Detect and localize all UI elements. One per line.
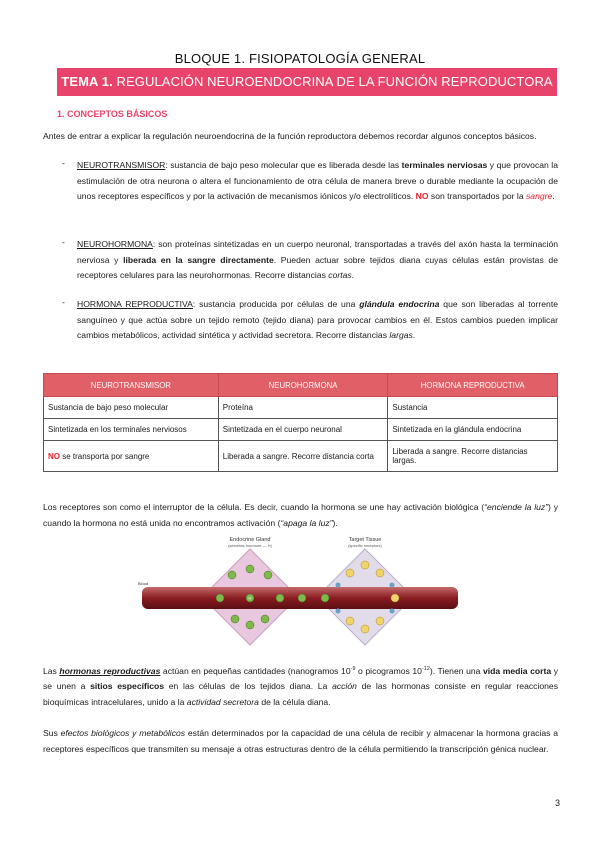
table-cell: Sustancia	[388, 397, 558, 419]
table-header-cell: HORMONA REPRODUCTIVA	[388, 374, 558, 397]
bullet-dash: -	[62, 297, 65, 307]
table-cell: Proteína	[218, 397, 388, 419]
page-number: 3	[554, 798, 560, 808]
topic-title: REGULACIÓN NEUROENDOCRINA DE LA FUNCIÓN REPRODUCTORA	[116, 74, 553, 89]
bullet-dash: -	[62, 237, 65, 247]
blood-label: Blood	[138, 581, 149, 586]
target-sublabel: (specific receptors)	[348, 543, 382, 548]
table-cell: Sintetizada en la glándula endocrina	[388, 419, 558, 441]
table-header-cell: NEUROTRANSMISOR	[44, 374, 219, 397]
table-row	[44, 419, 558, 441]
table-cell: Liberada a sangre. Recorre distancias largas.	[388, 441, 558, 472]
gland-label: Endocrine Gland	[229, 537, 271, 543]
hormone-diagram	[140, 535, 460, 650]
intro-paragraph: Antes de entrar a explicar la regulación neuroendocrina de la función reproductora debemos recordar algunos conceptos básicos.	[43, 131, 537, 141]
gland-sublabel: (secretes hormone — H)	[228, 543, 272, 548]
section-title: 1. CONCEPTOS BÁSICOS	[57, 109, 168, 119]
table-row	[44, 441, 558, 472]
table-cell: NO se transporta por sangre	[44, 441, 219, 472]
topic-banner	[57, 68, 557, 96]
def-neurotransmisor: NEUROTRANSMISOR: sustancia de bajo peso molecular que es liberada desde las terminales nerviosas y que provocan la estimulación de otra neurona o altera el funcionamiento de otra célula de manera breve o durable mediante la ocupación de unos receptores específicos y por la activación de mecanismos iónicos y/o electrolíticos. NO son transportados por la sangre.	[77, 160, 558, 201]
table-cell: Liberada a sangre. Recorre distancia corta	[218, 441, 388, 472]
table-cell: Sintetizada en los terminales nerviosos	[44, 419, 219, 441]
block-title: BLOQUE 1. FISIOPATOLOGÍA GENERAL	[174, 51, 426, 66]
bullet-dash: -	[62, 158, 65, 168]
table-header-cell: NEUROHORMONA	[218, 374, 388, 397]
hormones-paragraph: Las hormonas reproductivas actúan en pequeñas cantidades (nanogramos $10^{-9}$ o picogramos $10^{-12}$). Tienen una vida media corta y se unen a sitios específicos en las células de los tejidos diana. La acción de las hormonas consiste en regular reacciones bioquímicas intracelulares, unido a la actividad secretora de la célula diana.	[43, 665, 559, 707]
effects-paragraph: Sus efectos biológicos y metabólicos están determinados por la capacidad de una célula de recibir y almacenar la hormona gracias a receptores específicos que transmiten su mensaje a otras estructuras dentro de la célula permitiendo la transcripción génica nuclear.	[43, 728, 558, 754]
topic-prefix: TEMA 1.	[61, 74, 113, 89]
receptors-paragraph: Los receptores son como el interruptor de la célula. Es decir, cuando la hormona se une hay activación biológica (“enciende la luz”) y cuando la hormona no está unida no encontramos activación (“apaga la luz”).	[43, 502, 559, 528]
target-label: Target Tissue	[348, 537, 382, 543]
table-cell: Sintetizada en el cuerpo neuronal	[218, 419, 388, 441]
term-neurotransmisor: NEUROTRANSMISOR	[77, 160, 166, 170]
comparison-table	[43, 373, 558, 472]
table-cell: Sustancia de bajo peso molecular	[44, 397, 219, 419]
def-neurohormona: NEUROHORMONA: son proteínas sintetizadas en un cuerpo neuronal, transportadas a través del axón hasta la terminación nerviosa y liberada en la sangre directamente. Pueden actuar sobre tejidos diana cuyas células están provistas de receptores celulares para las neurohormonas. Recorre distancias cortas.	[77, 239, 558, 280]
term-neurohormona: NEUROHORMONA	[77, 239, 153, 249]
def-hormona-reproductiva: HORMONA REPRODUCTIVA: sustancia producida por células de una glándula endocrina que son liberadas al torrente sanguíneo y que actúa sobre un tejido remoto (tejido diana) para provocar cambios en él. Estos cambios pueden implicar cambios metabólicos, actividad sintética y actividad secretora. Recorre distancias largas.	[77, 299, 559, 340]
table-header-row	[44, 374, 558, 397]
table-row	[44, 397, 558, 419]
hormone-marker: H	[248, 595, 252, 601]
term-hormona: HORMONA REPRODUCTIVA	[77, 299, 193, 309]
